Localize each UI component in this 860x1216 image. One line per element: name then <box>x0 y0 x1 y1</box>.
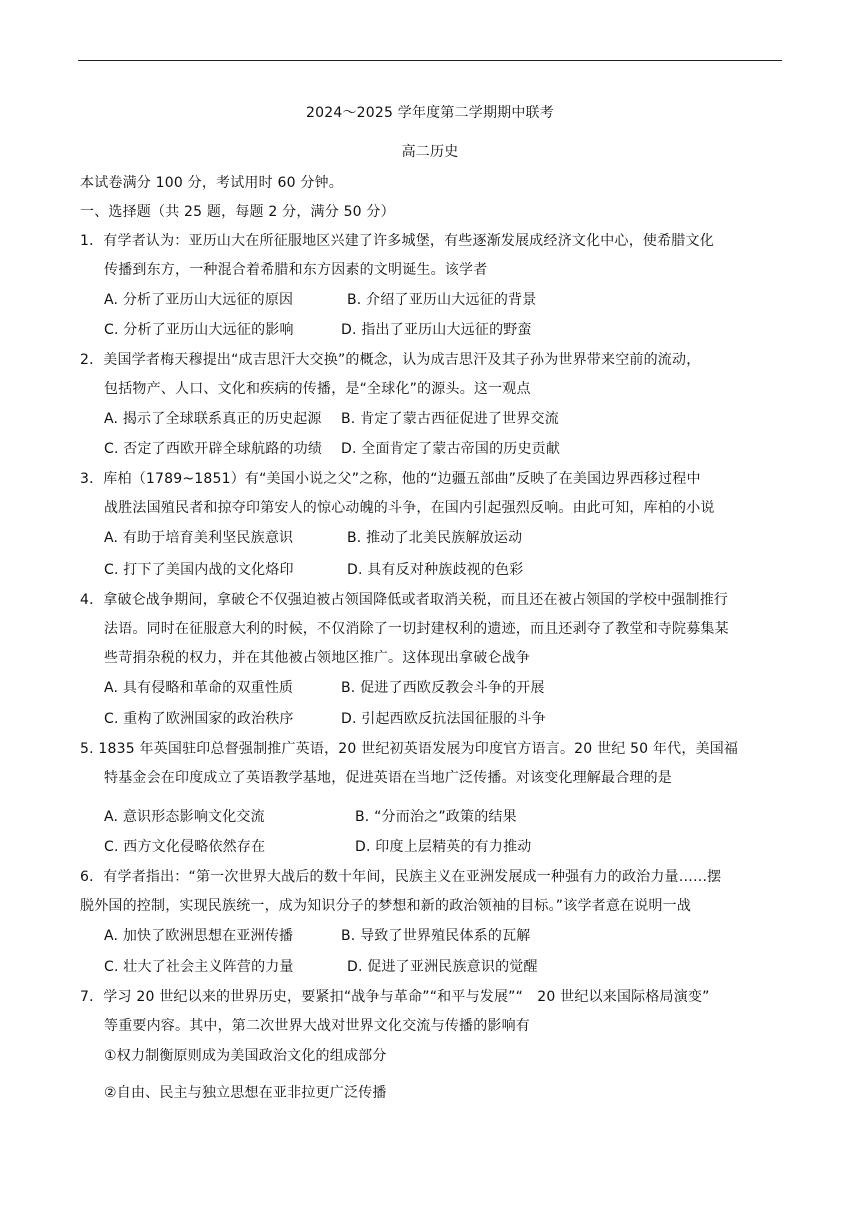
question-6-option-d: D. 促进了亚洲民族意识的觉醒 <box>347 959 538 975</box>
exam-title: 2024～2025 学年度第二学期期中联考 <box>306 105 554 121</box>
question-3-line-1: 3．库柏（1789~1851）有“美国小说之父”之称，他的“边疆五部曲”反映了在美国边界西移过程中 <box>80 471 701 487</box>
question-3-option-d: D. 具有反对种族歧视的色彩 <box>347 562 524 578</box>
question-1-option-a: A. 分析了亚历山大远征的原因 <box>104 292 294 308</box>
question-3-option-b: B. 推动了北美民族解放运动 <box>347 530 523 546</box>
question-4-line-1: 4．拿破仑战争期间，拿破仑不仅强迫被占领国降低或者取消关税，而且还在被占领国的学校中强制推行 <box>80 592 729 608</box>
question-2-option-c: C. 否定了西欧开辟全球航路的功绩 <box>104 441 323 457</box>
question-4-option-c: C. 重构了欧洲国家的政治秩序 <box>104 711 294 727</box>
question-3-line-2: 战胜法国殖民者和掠夺印第安人的惊心动魄的斗争，在国内引起强烈反响。由此可知，库柏的小说 <box>104 500 715 516</box>
question-7-line-2: 等重要内容。其中，第二次世界大战对世界文化交流与传播的影响有 <box>104 1018 530 1034</box>
question-4-line-2: 法语。同时在征服意大利的时候，不仅消除了一切封建权利的遗迹，而且还剥夺了教堂和寺院募集某 <box>104 621 729 637</box>
question-4-option-b: B. 促进了西欧反教会斗争的开展 <box>341 680 545 696</box>
question-6-option-a: A. 加快了欧洲思想在亚洲传播 <box>104 928 294 944</box>
exam-subject: 高二历史 <box>401 144 459 160</box>
question-7-item-1: ①权力制衡原则成为美国政治文化的组成部分 <box>104 1048 387 1064</box>
question-4-option-d: D. 引起西欧反抗法国征服的斗争 <box>341 711 546 727</box>
exam-instructions: 本试卷满分 100 分，考试用时 60 分钟。 <box>80 175 343 191</box>
question-4-option-a: A. 具有侵略和革命的双重性质 <box>104 680 294 696</box>
question-7-line-1: 7．学习 20 世纪以来的世界历史，要紧扣“战争与革命”“和平与发展”“ 20 世纪以来国际格局演变” <box>80 989 710 1005</box>
question-1-option-b: B. 介绍了亚历山大远征的背景 <box>347 292 537 308</box>
question-3-option-c: C. 打下了美国内战的文化烙印 <box>104 562 294 578</box>
question-5-option-d: D. 印度上层精英的有力推动 <box>355 839 532 855</box>
question-6-line-1: 6．有学者指出：“第一次世界大战后的数十年间，民族主义在亚洲发展成一种强有力的政治力量……摆 <box>80 869 722 885</box>
header-rule <box>78 60 782 61</box>
question-2-option-b: B. 肯定了蒙古西征促进了世界交流 <box>341 411 559 427</box>
question-7-item-2: ②自由、民主与独立思想在亚非拉更广泛传播 <box>104 1085 387 1101</box>
question-1-line-1: 1．有学者认为：亚历山大在所征服地区兴建了许多城堡，有些逐渐发展成经济文化中心，使希腊文化 <box>80 233 714 249</box>
question-2-option-d: D. 全面肯定了蒙古帝国的历史贡献 <box>341 441 561 457</box>
question-1-option-c: C. 分析了亚历山大远征的影响 <box>104 322 294 338</box>
question-6-option-c: C. 壮大了社会主义阵营的力量 <box>104 959 294 975</box>
question-2-line-1: 2．美国学者梅天穆提出“成吉思汗大交换”的概念，认为成吉思汗及其子孙为世界带来空前的流动， <box>80 352 701 368</box>
question-1-line-2: 传播到东方，一种混合着希腊和东方因素的文明诞生。该学者 <box>104 262 488 278</box>
section-heading: 一、选择题（共 25 题，每题 2 分，满分 50 分） <box>80 204 395 220</box>
question-1-option-d: D. 指出了亚历山大远征的野蛮 <box>341 322 532 338</box>
question-5-line-1: 5. 1835 年英国驻印总督强制推广英语，20 世纪初英语发展为印度官方语言。20 世纪 50 年代，美国福 <box>80 741 739 757</box>
question-5-line-2: 特基金会在印度成立了英语教学基地，促进英语在当地广泛传播。对该变化理解最合理的是 <box>104 770 672 786</box>
question-2-line-2: 包括物产、人口、文化和疾病的传播，是“全球化”的源头。这一观点 <box>104 381 531 397</box>
question-5-option-c: C. 西方文化侵略依然存在 <box>104 839 266 855</box>
question-4-line-3: 些苛捐杂税的权力，并在其他被占领地区推广。这体现出拿破仑战争 <box>104 650 530 666</box>
question-5-option-b: B. “分而治之”政策的结果 <box>355 809 517 825</box>
question-5-option-a: A. 意识形态影响文化交流 <box>104 809 265 825</box>
question-2-option-a: A. 揭示了全球联系真正的历史起源 <box>104 411 322 427</box>
question-3-option-a: A. 有助于培育美利坚民族意识 <box>104 530 294 546</box>
question-6-option-b: B. 导致了世界殖民体系的瓦解 <box>341 928 531 944</box>
question-6-line-2: 脱外国的控制，实现民族统一，成为知识分子的梦想和新的政治领袖的目标。”该学者意在说明一战 <box>80 898 692 914</box>
